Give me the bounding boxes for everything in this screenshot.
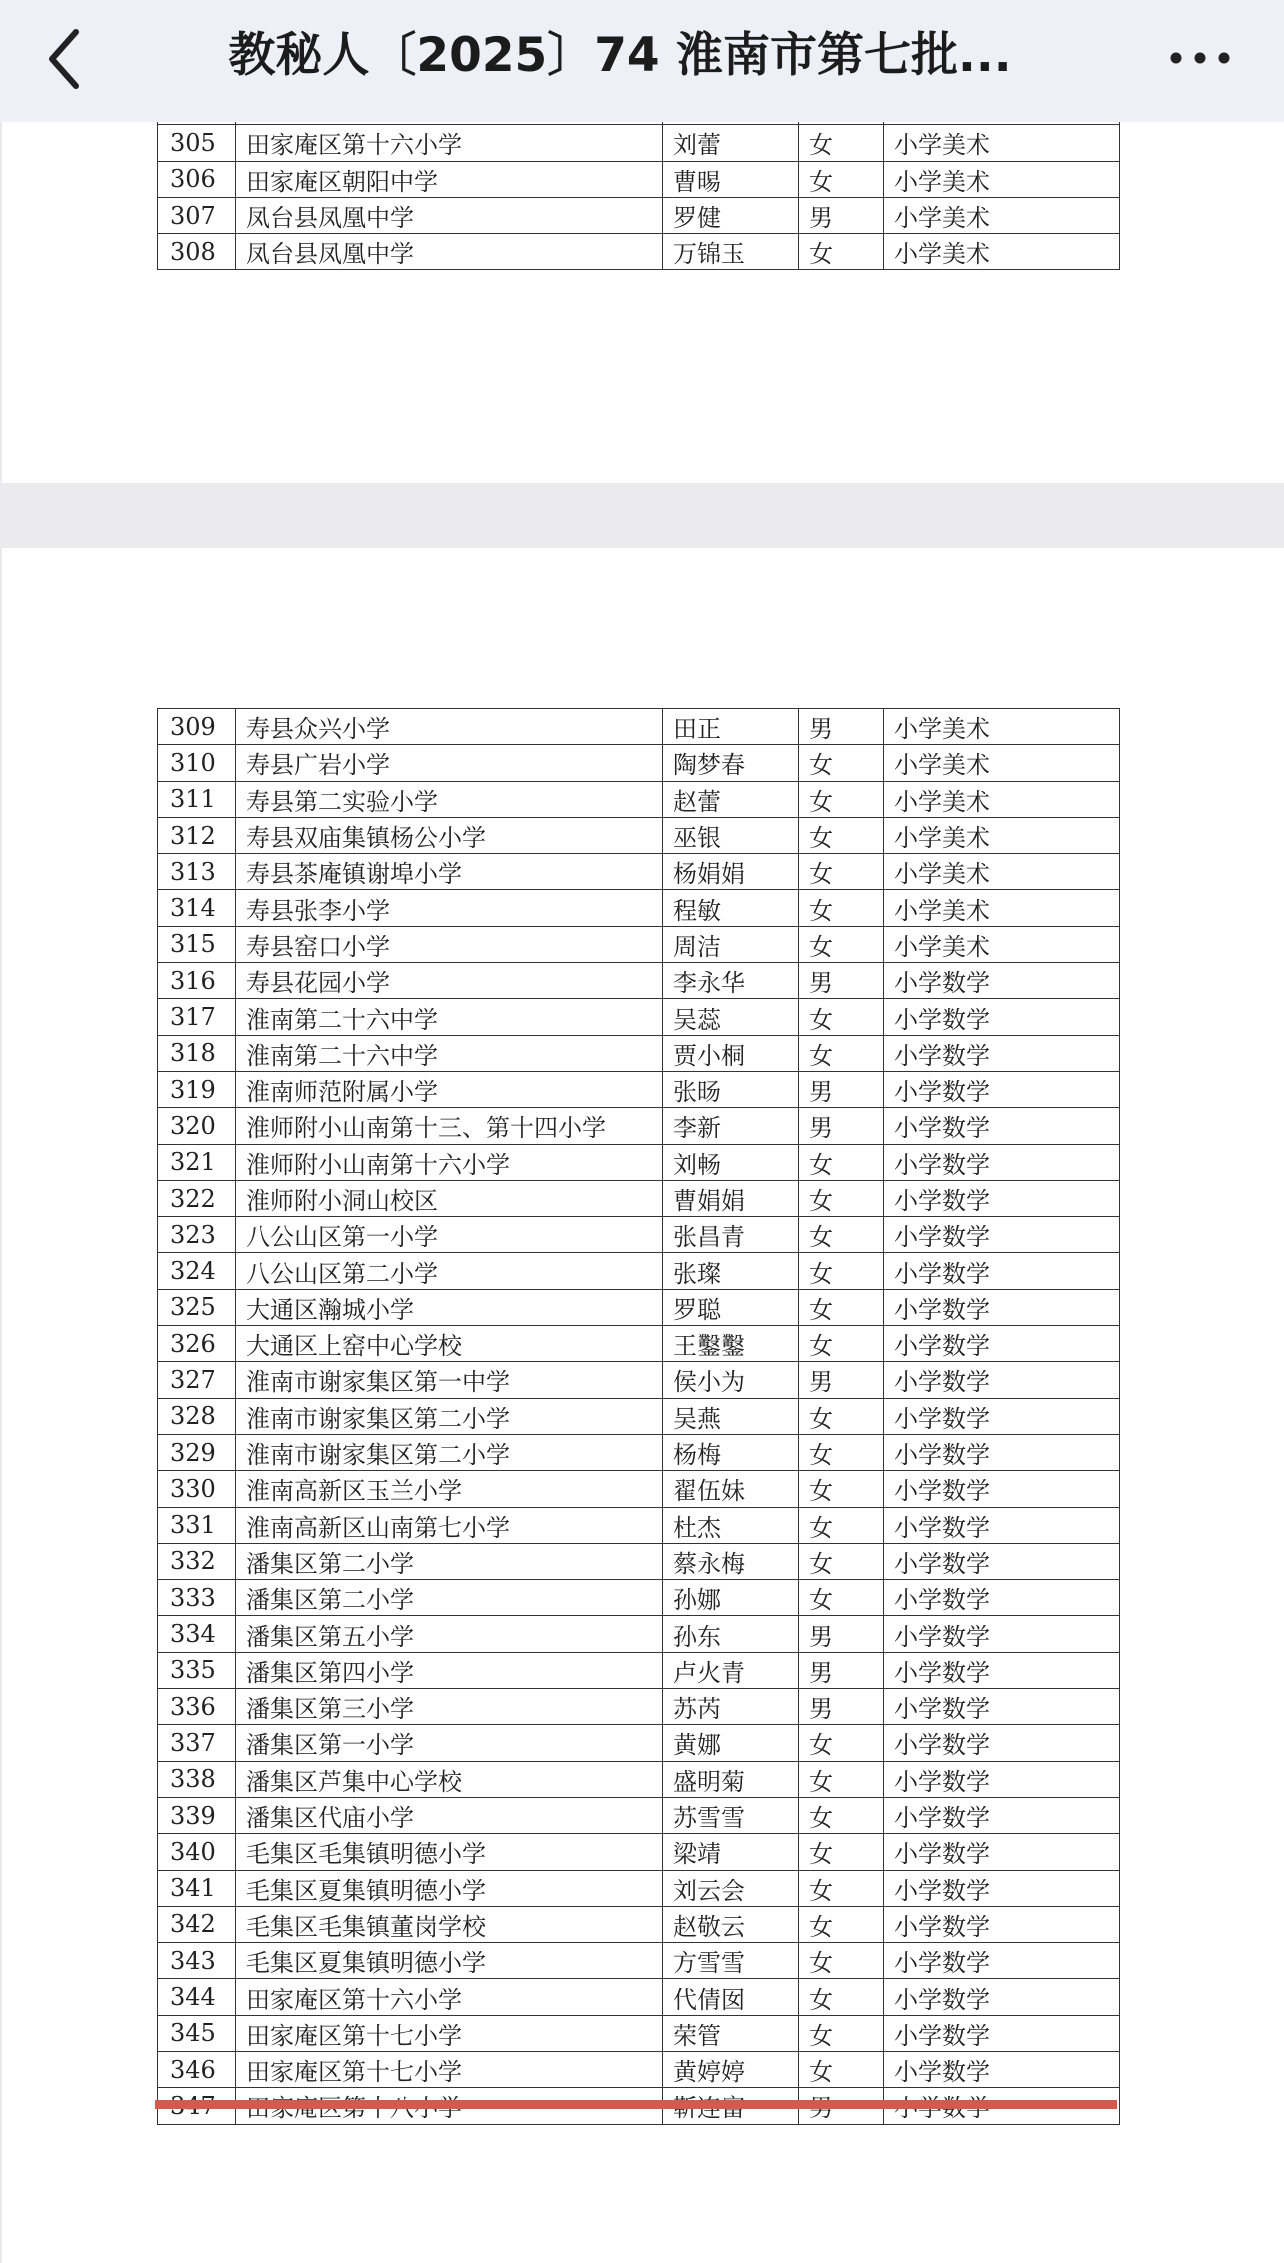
school-cell: 寿县众兴小学 xyxy=(236,709,663,745)
table-row xyxy=(158,1580,1120,1616)
row-number: 328 xyxy=(158,1398,236,1434)
gender-cell: 女 xyxy=(799,1217,884,1253)
subject-cell: 小学数学 xyxy=(884,1362,1120,1398)
table-row xyxy=(158,1943,1120,1979)
name-cell: 王鑿鑿 xyxy=(663,1326,799,1362)
gender-cell: 女 xyxy=(799,781,884,817)
subject-cell: 小学数学 xyxy=(884,1543,1120,1579)
school-cell: 八公山区第一小学 xyxy=(236,1217,663,1253)
school-cell: 淮师附小洞山校区 xyxy=(236,1180,663,1216)
name-cell: 赵敬云 xyxy=(663,1906,799,1942)
subject-cell: 小学数学 xyxy=(884,1834,1120,1870)
gender-cell: 男 xyxy=(799,709,884,745)
school-cell: 田家庵区第十七小学 xyxy=(236,2051,663,2087)
gender-cell: 女 xyxy=(799,1326,884,1362)
table-row xyxy=(158,1253,1120,1289)
school-cell: 田家庵区朝阳中学 xyxy=(236,161,663,197)
row-number: 332 xyxy=(158,1543,236,1579)
row-number: 308 xyxy=(158,234,236,270)
school-cell: 潘集区第一小学 xyxy=(236,1725,663,1761)
table-row xyxy=(158,161,1120,197)
table-row xyxy=(158,1906,1120,1942)
school-cell: 淮南师范附属小学 xyxy=(236,1071,663,1107)
table-row xyxy=(158,1144,1120,1180)
gender-cell: 女 xyxy=(799,1943,884,1979)
table-row xyxy=(158,1180,1120,1216)
gender-cell: 女 xyxy=(799,1398,884,1434)
name-cell: 黄婷婷 xyxy=(663,2051,799,2087)
row-number: 339 xyxy=(158,1797,236,1833)
subject-cell: 小学数学 xyxy=(884,1398,1120,1434)
row-number: 331 xyxy=(158,1507,236,1543)
table-row xyxy=(158,926,1120,962)
table-row xyxy=(158,1616,1120,1652)
row-number: 342 xyxy=(158,1906,236,1942)
row-number: 305 xyxy=(158,125,236,161)
gender-cell: 女 xyxy=(799,1253,884,1289)
gender-cell: 男 xyxy=(799,963,884,999)
school-cell: 寿县茶庵镇谢埠小学 xyxy=(236,854,663,890)
school-cell: 田家庵区第十七小学 xyxy=(236,2015,663,2051)
name-cell: 杨梅 xyxy=(663,1434,799,1470)
gender-cell: 女 xyxy=(799,1180,884,1216)
school-cell: 田家庵区第十六小学 xyxy=(236,1979,663,2015)
more-button[interactable] xyxy=(1160,30,1240,86)
table-row xyxy=(158,1434,1120,1470)
table-row xyxy=(158,1071,1120,1107)
subject-cell: 小学数学 xyxy=(884,1217,1120,1253)
nav-bar xyxy=(0,0,1284,122)
table-row xyxy=(158,709,1120,745)
name-cell: 罗聪 xyxy=(663,1289,799,1325)
subject-cell: 小学数学 xyxy=(884,1144,1120,1180)
more-horizontal-icon xyxy=(1160,30,1240,86)
gender-cell: 女 xyxy=(799,1471,884,1507)
name-cell: 陶梦春 xyxy=(663,745,799,781)
table-row xyxy=(158,1761,1120,1797)
document-page-2 xyxy=(2,548,1284,2263)
school-cell: 淮南第二十六中学 xyxy=(236,1035,663,1071)
school-cell: 大通区瀚城小学 xyxy=(236,1289,663,1325)
name-cell: 卢火青 xyxy=(663,1652,799,1688)
row-number: 326 xyxy=(158,1326,236,1362)
name-cell: 侯小为 xyxy=(663,1362,799,1398)
gender-cell: 女 xyxy=(799,1870,884,1906)
row-number: 341 xyxy=(158,1870,236,1906)
name-cell: 曹娟娟 xyxy=(663,1180,799,1216)
subject-cell: 小学数学 xyxy=(884,1108,1120,1144)
row-number: 310 xyxy=(158,745,236,781)
school-cell: 淮南高新区玉兰小学 xyxy=(236,1471,663,1507)
gender-cell: 男 xyxy=(799,1616,884,1652)
name-cell: 田正 xyxy=(663,709,799,745)
name-cell: 巫银 xyxy=(663,817,799,853)
name-cell: 赵蕾 xyxy=(663,781,799,817)
subject-cell: 小学数学 xyxy=(884,2015,1120,2051)
school-cell: 凤台县凤凰中学 xyxy=(236,234,663,270)
row-number: 324 xyxy=(158,1253,236,1289)
subject-cell: 小学美术 xyxy=(884,854,1120,890)
table-row xyxy=(158,781,1120,817)
subject-cell: 小学数学 xyxy=(884,1434,1120,1470)
gender-cell: 女 xyxy=(799,1834,884,1870)
table-row xyxy=(158,817,1120,853)
school-cell: 潘集区芦集中心学校 xyxy=(236,1761,663,1797)
subject-cell: 小学数学 xyxy=(884,1906,1120,1942)
name-cell: 杨娟娟 xyxy=(663,854,799,890)
row-number: 327 xyxy=(158,1362,236,1398)
gender-cell: 男 xyxy=(799,1071,884,1107)
table-row xyxy=(158,1979,1120,2015)
gender-cell: 女 xyxy=(799,1906,884,1942)
table-row xyxy=(158,1289,1120,1325)
name-cell: 杜杰 xyxy=(663,1507,799,1543)
name-cell: 张旸 xyxy=(663,1071,799,1107)
subject-cell: 小学数学 xyxy=(884,1725,1120,1761)
school-cell: 淮南第二十六中学 xyxy=(236,999,663,1035)
gender-cell: 女 xyxy=(799,234,884,270)
row-number: 337 xyxy=(158,1725,236,1761)
name-cell: 周洁 xyxy=(663,926,799,962)
table-row xyxy=(158,1834,1120,1870)
subject-cell: 小学美术 xyxy=(884,161,1120,197)
gender-cell: 男 xyxy=(799,1108,884,1144)
row-number: 311 xyxy=(158,781,236,817)
subject-cell: 小学数学 xyxy=(884,1580,1120,1616)
name-cell: 梁靖 xyxy=(663,1834,799,1870)
name-cell: 方雪雪 xyxy=(663,1943,799,1979)
table-row xyxy=(158,1725,1120,1761)
name-cell: 刘蕾 xyxy=(663,125,799,161)
row-number: 316 xyxy=(158,963,236,999)
school-cell: 淮南市谢家集区第一中学 xyxy=(236,1362,663,1398)
name-cell: 苏芮 xyxy=(663,1689,799,1725)
table-row xyxy=(158,1797,1120,1833)
row-number: 320 xyxy=(158,1108,236,1144)
school-cell: 淮南市谢家集区第二小学 xyxy=(236,1434,663,1470)
gender-cell: 男 xyxy=(799,1652,884,1688)
table-row xyxy=(158,1035,1120,1071)
name-cell: 盛明菊 xyxy=(663,1761,799,1797)
school-cell: 潘集区第二小学 xyxy=(236,1580,663,1616)
school-cell: 毛集区毛集镇明德小学 xyxy=(236,1834,663,1870)
gender-cell: 男 xyxy=(799,1689,884,1725)
table-row xyxy=(158,1471,1120,1507)
school-cell: 毛集区毛集镇董岗学校 xyxy=(236,1906,663,1942)
school-cell: 淮师附小山南第十三、第十四小学 xyxy=(236,1108,663,1144)
subject-cell: 小学数学 xyxy=(884,1289,1120,1325)
table-row xyxy=(158,1217,1120,1253)
name-cell: 曹晹 xyxy=(663,161,799,197)
name-cell: 孙东 xyxy=(663,1616,799,1652)
gender-cell: 女 xyxy=(799,1035,884,1071)
gender-cell: 女 xyxy=(799,1144,884,1180)
name-cell: 翟伍妹 xyxy=(663,1471,799,1507)
table-row xyxy=(158,1507,1120,1543)
table-row xyxy=(158,2015,1120,2051)
row-number: 340 xyxy=(158,1834,236,1870)
gender-cell: 女 xyxy=(799,1761,884,1797)
chevron-left-icon xyxy=(42,26,92,92)
name-cell: 贾小桐 xyxy=(663,1035,799,1071)
gender-cell: 女 xyxy=(799,1797,884,1833)
subject-cell: 小学美术 xyxy=(884,745,1120,781)
gender-cell: 女 xyxy=(799,926,884,962)
subject-cell: 小学数学 xyxy=(884,1253,1120,1289)
school-cell: 八公山区第二小学 xyxy=(236,1253,663,1289)
name-cell: 蔡永梅 xyxy=(663,1543,799,1579)
row-number: 315 xyxy=(158,926,236,962)
row-number: 330 xyxy=(158,1471,236,1507)
name-cell: 李新 xyxy=(663,1108,799,1144)
school-cell: 毛集区夏集镇明德小学 xyxy=(236,1943,663,1979)
table-row xyxy=(158,125,1120,161)
subject-cell: 小学数学 xyxy=(884,963,1120,999)
row-number: 318 xyxy=(158,1035,236,1071)
name-cell: 代倩囡 xyxy=(663,1979,799,2015)
page-separator xyxy=(0,483,1284,548)
table-row xyxy=(158,1543,1120,1579)
name-cell: 张昌青 xyxy=(663,1217,799,1253)
name-cell: 黄娜 xyxy=(663,1725,799,1761)
subject-cell: 小学数学 xyxy=(884,1797,1120,1833)
row-number: 333 xyxy=(158,1580,236,1616)
row-number: 336 xyxy=(158,1689,236,1725)
row-number: 322 xyxy=(158,1180,236,1216)
gender-cell: 女 xyxy=(799,2051,884,2087)
gender-cell: 女 xyxy=(799,1725,884,1761)
row-number: 312 xyxy=(158,817,236,853)
page-title: 教秘人〔2025〕74 淮南市第七批... xyxy=(228,28,1012,83)
table-row xyxy=(158,745,1120,781)
school-cell: 潘集区第二小学 xyxy=(236,1543,663,1579)
school-cell: 寿县张李小学 xyxy=(236,890,663,926)
row-number: 325 xyxy=(158,1289,236,1325)
name-cell: 李永华 xyxy=(663,963,799,999)
name-cell: 荣管 xyxy=(663,2015,799,2051)
school-cell: 寿县花园小学 xyxy=(236,963,663,999)
subject-cell: 小学数学 xyxy=(884,1689,1120,1725)
name-cell: 吴蕊 xyxy=(663,999,799,1035)
name-cell: 刘云会 xyxy=(663,1870,799,1906)
row-number: 344 xyxy=(158,1979,236,2015)
school-cell: 潘集区第四小学 xyxy=(236,1652,663,1688)
name-cell: 苏雪雪 xyxy=(663,1797,799,1833)
subject-cell: 小学美术 xyxy=(884,890,1120,926)
row-number: 314 xyxy=(158,890,236,926)
school-cell: 凤台县凤凰中学 xyxy=(236,197,663,233)
table-row xyxy=(158,1870,1120,1906)
subject-cell: 小学美术 xyxy=(884,125,1120,161)
school-cell: 毛集区夏集镇明德小学 xyxy=(236,1870,663,1906)
table-row xyxy=(158,1689,1120,1725)
subject-cell: 小学数学 xyxy=(884,1471,1120,1507)
gender-cell: 女 xyxy=(799,1543,884,1579)
table-row xyxy=(158,890,1120,926)
subject-cell: 小学数学 xyxy=(884,1071,1120,1107)
table-row xyxy=(158,999,1120,1035)
name-cell: 程敏 xyxy=(663,890,799,926)
subject-cell: 小学美术 xyxy=(884,197,1120,233)
name-cell: 罗健 xyxy=(663,197,799,233)
school-cell: 潘集区第三小学 xyxy=(236,1689,663,1725)
row-number: 334 xyxy=(158,1616,236,1652)
subject-cell: 小学数学 xyxy=(884,1507,1120,1543)
gender-cell: 女 xyxy=(799,1507,884,1543)
subject-cell: 小学数学 xyxy=(884,1326,1120,1362)
table-row xyxy=(158,854,1120,890)
gender-cell: 女 xyxy=(799,854,884,890)
table-row xyxy=(158,234,1120,270)
table-row xyxy=(158,963,1120,999)
gender-cell: 女 xyxy=(799,2015,884,2051)
school-cell: 潘集区第五小学 xyxy=(236,1616,663,1652)
school-cell: 寿县双庙集镇杨公小学 xyxy=(236,817,663,853)
subject-cell: 小学数学 xyxy=(884,999,1120,1035)
subject-cell: 小学美术 xyxy=(884,234,1120,270)
table-row xyxy=(158,2051,1120,2087)
name-cell: 张璨 xyxy=(663,1253,799,1289)
subject-cell: 小学美术 xyxy=(884,817,1120,853)
highlight-underline xyxy=(155,2100,1117,2109)
gender-cell: 女 xyxy=(799,161,884,197)
school-cell: 寿县广岩小学 xyxy=(236,745,663,781)
gender-cell: 女 xyxy=(799,1580,884,1616)
subject-cell: 小学数学 xyxy=(884,1180,1120,1216)
subject-cell: 小学数学 xyxy=(884,1652,1120,1688)
gender-cell: 女 xyxy=(799,1289,884,1325)
table-row xyxy=(158,1652,1120,1688)
name-cell: 孙娜 xyxy=(663,1580,799,1616)
row-number: 319 xyxy=(158,1071,236,1107)
row-number: 317 xyxy=(158,999,236,1035)
row-number: 335 xyxy=(158,1652,236,1688)
table-row xyxy=(158,1398,1120,1434)
school-cell: 寿县第二实验小学 xyxy=(236,781,663,817)
subject-cell: 小学数学 xyxy=(884,1616,1120,1652)
row-number: 345 xyxy=(158,2015,236,2051)
school-cell: 田家庵区第十六小学 xyxy=(236,125,663,161)
row-number: 307 xyxy=(158,197,236,233)
table-row xyxy=(158,1108,1120,1144)
school-cell: 寿县窑口小学 xyxy=(236,926,663,962)
subject-cell: 小学数学 xyxy=(884,1761,1120,1797)
row-number: 346 xyxy=(158,2051,236,2087)
name-cell: 刘畅 xyxy=(663,1144,799,1180)
row-number: 306 xyxy=(158,161,236,197)
document-page-1 xyxy=(2,108,1284,483)
school-cell: 潘集区代庙小学 xyxy=(236,1797,663,1833)
gender-cell: 男 xyxy=(799,1362,884,1398)
subject-cell: 小学美术 xyxy=(884,709,1120,745)
subject-cell: 小学数学 xyxy=(884,1035,1120,1071)
school-cell: 大通区上窑中心学校 xyxy=(236,1326,663,1362)
gender-cell: 女 xyxy=(799,1434,884,1470)
subject-cell: 小学数学 xyxy=(884,2051,1120,2087)
row-number: 309 xyxy=(158,709,236,745)
table-row xyxy=(158,197,1120,233)
row-number: 313 xyxy=(158,854,236,890)
gender-cell: 女 xyxy=(799,125,884,161)
subject-cell: 小学数学 xyxy=(884,1870,1120,1906)
subject-cell: 小学美术 xyxy=(884,926,1120,962)
gender-cell: 女 xyxy=(799,817,884,853)
gender-cell: 女 xyxy=(799,890,884,926)
name-cell: 万锦玉 xyxy=(663,234,799,270)
gender-cell: 女 xyxy=(799,1979,884,2015)
subject-cell: 小学数学 xyxy=(884,1979,1120,2015)
row-number: 343 xyxy=(158,1943,236,1979)
name-cell: 吴燕 xyxy=(663,1398,799,1434)
row-number: 323 xyxy=(158,1217,236,1253)
table-row xyxy=(158,1326,1120,1362)
subject-cell: 小学美术 xyxy=(884,781,1120,817)
school-cell: 淮南高新区山南第七小学 xyxy=(236,1507,663,1543)
roster-table-page-2 xyxy=(157,708,1120,2125)
subject-cell: 小学数学 xyxy=(884,1943,1120,1979)
gender-cell: 女 xyxy=(799,745,884,781)
gender-cell: 男 xyxy=(799,197,884,233)
gender-cell: 女 xyxy=(799,999,884,1035)
row-number: 329 xyxy=(158,1434,236,1470)
school-cell: 淮师附小山南第十六小学 xyxy=(236,1144,663,1180)
row-number: 338 xyxy=(158,1761,236,1797)
row-number: 321 xyxy=(158,1144,236,1180)
table-row xyxy=(158,1362,1120,1398)
school-cell: 淮南市谢家集区第二小学 xyxy=(236,1398,663,1434)
back-button[interactable] xyxy=(42,26,92,92)
